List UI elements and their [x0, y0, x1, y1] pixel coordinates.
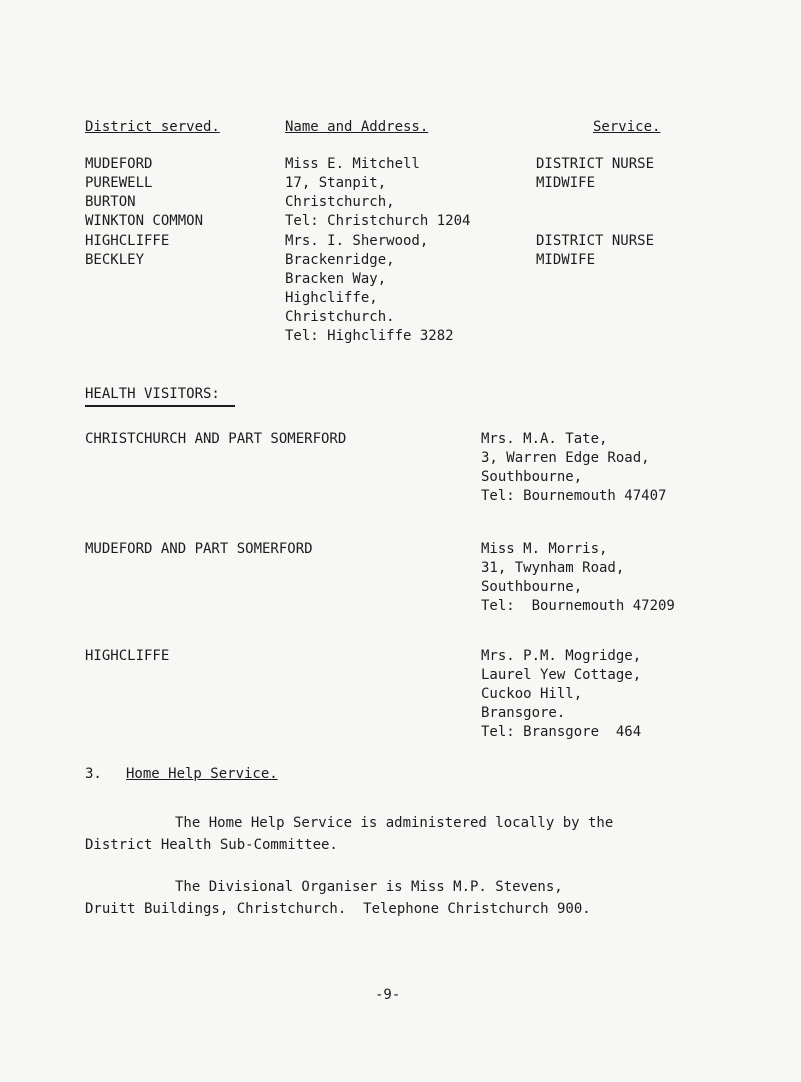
- home-help-para2-line1: The Divisional Organiser is Miss M.P. Stevens,: [175, 879, 563, 895]
- hv-1-district: CHRISTCHURCH AND PART SOMERFORD: [85, 431, 347, 447]
- address-line: Tel: Bournemouth 47209: [481, 598, 675, 614]
- home-help-title: Home Help Service.: [126, 766, 278, 782]
- address-line: 3, Warren Edge Road,: [481, 450, 650, 466]
- service-line: MIDWIFE: [536, 252, 596, 268]
- address-line: Laurel Yew Cottage,: [481, 667, 642, 683]
- address-line: Tel: Christchurch 1204: [285, 213, 471, 229]
- address-line: Christchurch.: [285, 309, 395, 325]
- district-line: BURTON: [85, 194, 136, 210]
- address-line: Bracken Way,: [285, 271, 387, 287]
- page-number: -9-: [375, 987, 401, 1003]
- health-visitors-heading: HEALTH VISITORS:: [85, 386, 220, 402]
- home-help-para1-line2: District Health Sub-Committee.: [85, 837, 338, 853]
- address-line: Miss E. Mitchell: [285, 156, 420, 172]
- district-line: WINKTON COMMON: [85, 213, 204, 229]
- header-name-and-address: Name and Address.: [285, 119, 429, 135]
- district-line: MUDEFORD: [85, 156, 153, 172]
- address-line: Southbourne,: [481, 579, 583, 595]
- district-line: BECKLEY: [85, 252, 145, 268]
- district-line: PUREWELL: [85, 175, 153, 191]
- hv-2-district: MUDEFORD AND PART SOMERFORD: [85, 541, 313, 557]
- hv-3-address: [481, 647, 641, 742]
- address-line: Mrs. I. Sherwood,: [285, 233, 429, 249]
- nurse-1-address: [285, 155, 470, 231]
- address-line: Bransgore.: [481, 705, 566, 721]
- hv-2-address: [481, 540, 675, 616]
- address-line: Mrs. P.M. Mogridge,: [481, 648, 642, 664]
- address-line: Miss M. Morris,: [481, 541, 608, 557]
- home-help-para2-line2: Druitt Buildings, Christchurch. Telephone Christchurch 900.: [85, 901, 591, 917]
- hv-1-address: [481, 430, 666, 506]
- nurse-2-address: [285, 232, 454, 346]
- address-line: Brackenridge,: [285, 252, 395, 268]
- service-line: DISTRICT NURSE: [536, 233, 655, 249]
- heading-underline: [85, 405, 235, 407]
- section-number: 3.: [85, 766, 102, 782]
- home-help-para1-line1: The Home Help Service is administered locally by the: [175, 815, 614, 831]
- address-line: Tel: Highcliffe 3282: [285, 328, 454, 344]
- service-line: MIDWIFE: [536, 175, 596, 191]
- header-service: Service.: [593, 119, 661, 135]
- nurse-2-districts: [85, 232, 169, 270]
- nurse-1-service: [536, 155, 654, 193]
- hv-3-district: HIGHCLIFFE: [85, 648, 170, 664]
- address-line: 31, Twynham Road,: [481, 560, 625, 576]
- header-district-served: District served.: [85, 119, 220, 135]
- address-line: Cuckoo Hill,: [481, 686, 583, 702]
- address-line: Tel: Bournemouth 47407: [481, 488, 667, 504]
- district-line: HIGHCLIFFE: [85, 233, 170, 249]
- service-line: DISTRICT NURSE: [536, 156, 655, 172]
- address-line: Highcliffe,: [285, 290, 378, 306]
- address-line: Mrs. M.A. Tate,: [481, 431, 608, 447]
- address-line: 17, Stanpit,: [285, 175, 387, 191]
- address-line: Southbourne,: [481, 469, 583, 485]
- address-line: Christchurch,: [285, 194, 395, 210]
- nurse-1-districts: [85, 155, 203, 231]
- nurse-2-service: [536, 232, 654, 270]
- address-line: Tel: Bransgore 464: [481, 724, 642, 740]
